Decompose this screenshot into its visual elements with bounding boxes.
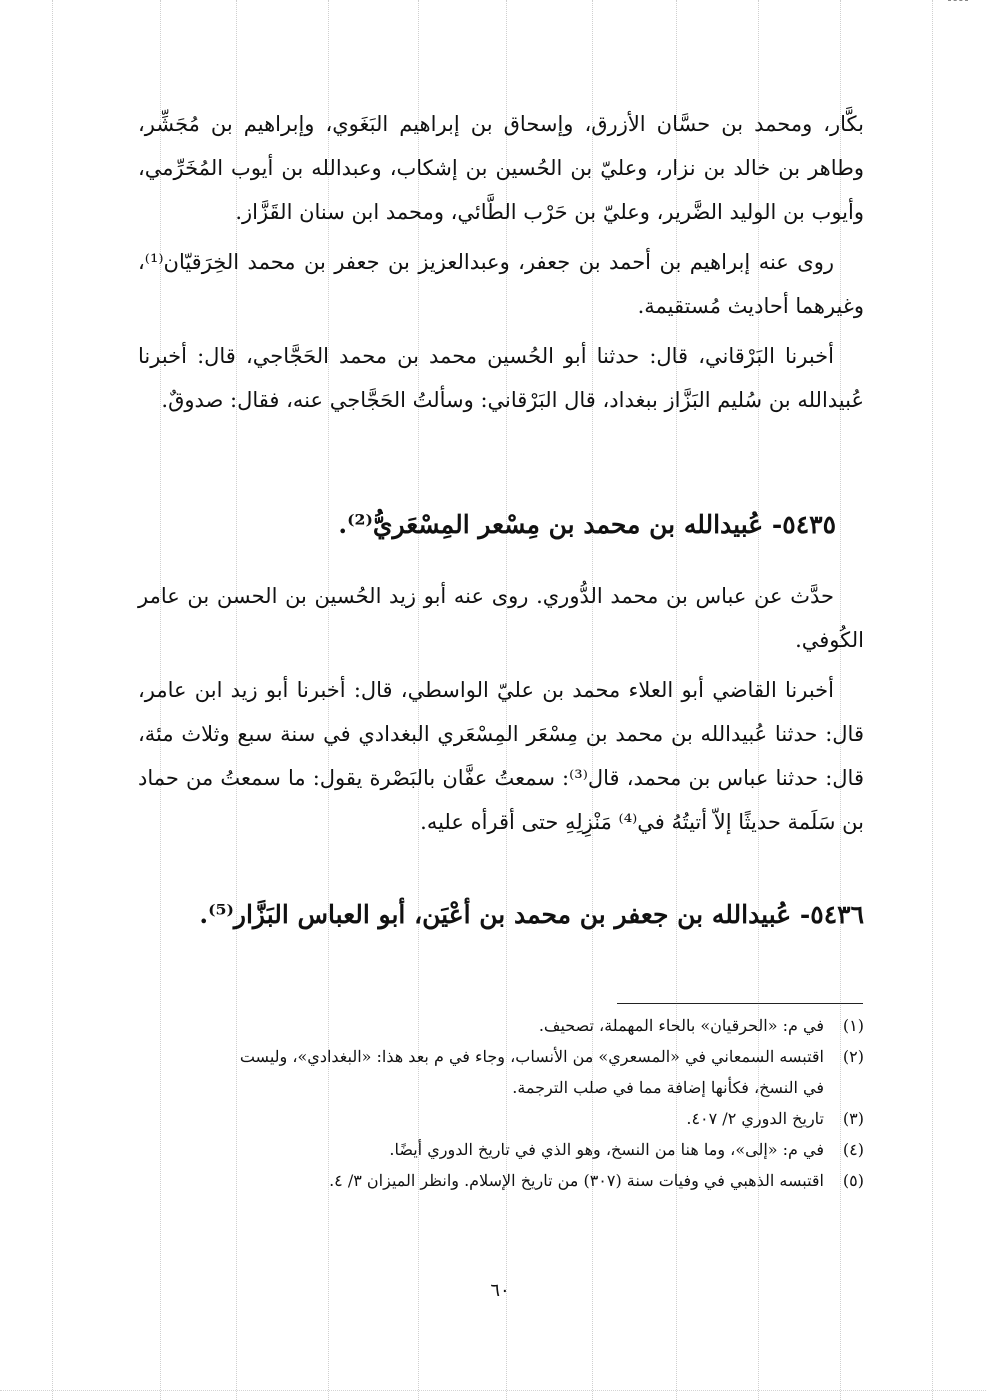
footnote-number: (٣) — [842, 1109, 864, 1128]
paragraph: بكَّار، ومحمد بن حسَّان الأزرق، وإسحاق بن إبراهيم البَغَوي، وإبراهيم بن مُجَشِّر، وطاهر بن خالد بن نزار، وعليّ بن الحُسين بن إشكاب، وعبدالله بن أيوب المُخَرِّمي، وأيوب بن الوليد الضَّرير، وعليّ بن حَرْب الطَّائي، ومحمد ابن سنان القَزَّاز. — [138, 112, 864, 224]
paragraph: روى عنه إبراهيم بن أحمد بن جعفر، وعبدالعزيز بن جعفر بن محمد الخِرَقيّان⁽¹⁾، وغيرهما أحاديث مُستقيمة. — [138, 250, 864, 318]
footnote — [230, 1103, 864, 1134]
footnote — [230, 1010, 864, 1041]
entry-heading: ٥٤٣٦- عُبيدالله بن جعفر بن محمد بن أعْيَن، أبو العباس البَزَّار⁽⁵⁾. — [199, 900, 864, 929]
footnote-text: اقتبسه السمعاني في «المسعري» من الأنساب، وجاء في م بعد هذا: «البغدادي»، وليست في النسخ، فكأنها إضافة مما في صلب الترجمة. — [239, 1047, 824, 1097]
footnote-separator — [617, 1003, 863, 1004]
footnote-text: في م: «إلى»، وما هنا من النسخ، وهو الذي في تاريخ الدوري أيضًا. — [389, 1140, 824, 1159]
footnote-text: اقتبسه الذهبي في وفيات سنة (٣٠٧) من تاريخ الإسلام. وانظر الميزان ٣/ ٤. — [329, 1171, 824, 1190]
paragraph: أخبرنا القاضي أبو العلاء محمد بن عليّ الواسطي، قال: أخبرنا أبو زيد ابن عامر، قال: حدثنا عُبيدالله بن محمد بن مِسْعَر المِسْعَري البغدادي في سنة سبع وثلاث مئة، قال: حدثنا عباس بن محمد، قال⁽³⁾: سمعتُ عفَّان بالبَصْرة يقول: ما سمعتُ من حماد بن سَلَمة حديثًا إلاّ أتيتُهُ في⁽⁴⁾ مَنْزِلِهِ حتى أقرأه عليه. — [138, 678, 864, 834]
footnote-number: (٤) — [842, 1140, 864, 1159]
scan-guide-line — [932, 0, 933, 1400]
page-number: ٦٠ — [490, 1280, 510, 1301]
scan-guide-line — [52, 0, 53, 1400]
footnote — [230, 1134, 864, 1165]
corner-mark — [948, 0, 968, 13]
footnotes — [230, 1010, 864, 1196]
footnote-text: في م: «الحرقيان» بالحاء المهملة، تصحيف. — [538, 1016, 824, 1035]
footnote — [230, 1041, 864, 1103]
footnote-number: (٥) — [842, 1171, 864, 1190]
paragraph: أخبرنا البَرْقاني، قال: حدثنا أبو الحُسين محمد بن محمد الحَجَّاجي، قال: أخبرنا عُبيدالله بن سُليم البَزَّاز ببغداد، قال البَرْقاني: وسألتُ الحَجَّاجي عنه، فقال: صدوقٌ. — [138, 344, 864, 412]
footnote-number: (١) — [842, 1016, 864, 1035]
scan-guide-line — [0, 1390, 986, 1391]
footnote-number: (٢) — [842, 1047, 864, 1066]
footnote — [230, 1165, 864, 1196]
main-text-top — [138, 102, 864, 428]
main-text-bottom — [138, 574, 864, 850]
footnote-text: تاريخ الدوري ٢/ ٤٠٧. — [686, 1109, 824, 1128]
paragraph: حدَّث عن عباس بن محمد الدُّوري. روى عنه أبو زيد الحُسين بن الحسن بن عامر الكُوفي. — [138, 584, 864, 652]
entry-heading: ٥٤٣٥- عُبيدالله بن محمد بن مِسْعر المِسْعَريُّ⁽²⁾. — [338, 510, 836, 539]
